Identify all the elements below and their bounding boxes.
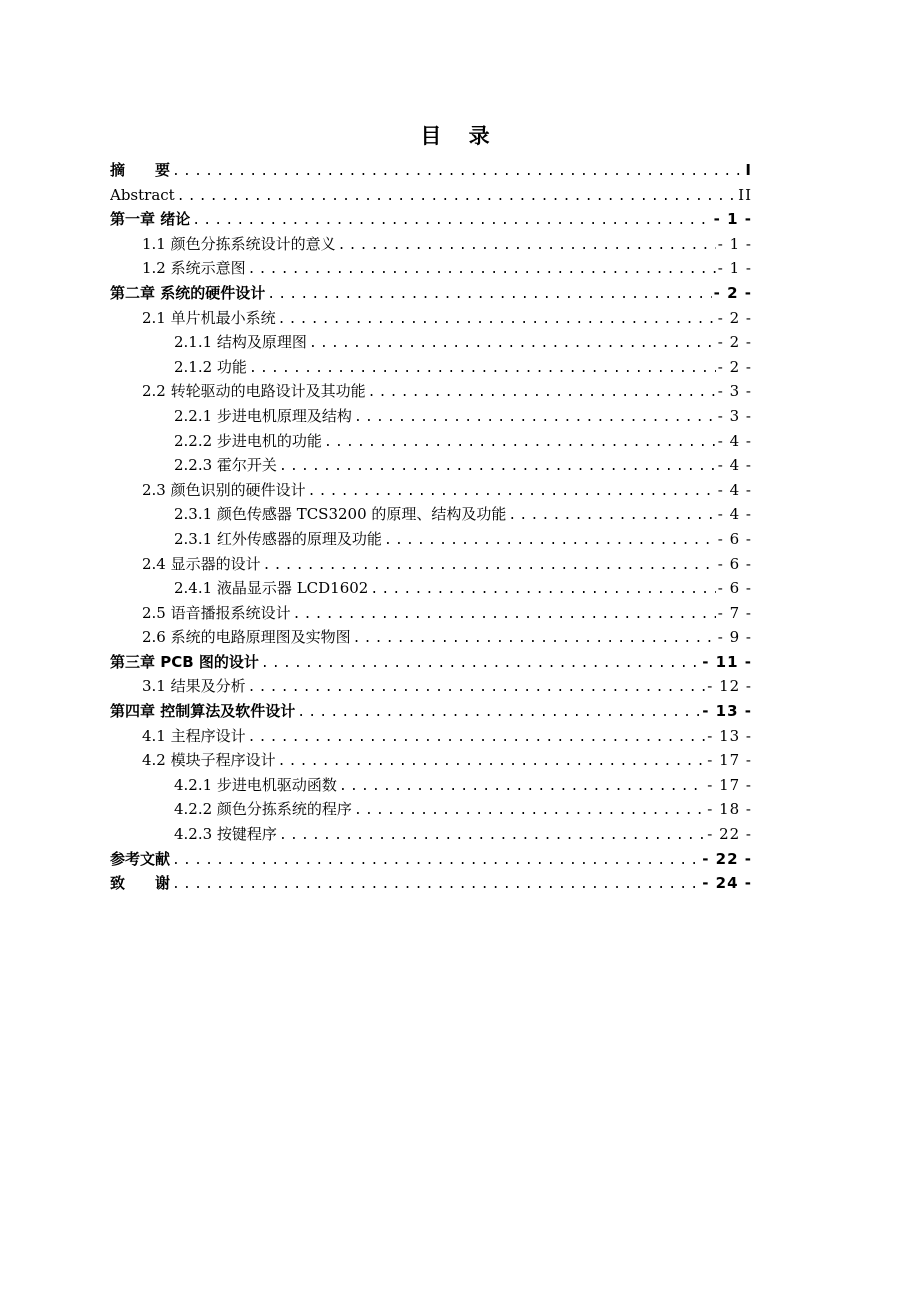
toc-entry-label: 4.1 主程序设计: [142, 726, 246, 745]
toc-section-entry[interactable]: [110, 576, 752, 601]
toc-section-entry[interactable]: [110, 330, 752, 355]
toc-page-number: - 1 -: [717, 234, 752, 253]
toc-entry-label: 摘 要: [110, 161, 171, 179]
toc-chapter-entry[interactable]: [110, 871, 752, 896]
toc-section-entry[interactable]: [110, 674, 752, 699]
toc-entry-label: 第四章 控制算法及软件设计: [110, 702, 296, 721]
toc-dot-leader: [248, 258, 716, 281]
toc-section-entry[interactable]: [110, 822, 752, 847]
toc-page-number: - 4 -: [717, 456, 752, 475]
toc-section-entry[interactable]: [110, 379, 752, 404]
toc-page-number: - 2 -: [717, 333, 752, 352]
toc-dot-leader: [384, 529, 716, 552]
toc-entry-label: 参考文献: [110, 849, 171, 868]
toc-section-entry[interactable]: [110, 601, 752, 626]
toc-entry-label: 4.2.2 颜色分拣系统的程序: [174, 800, 352, 819]
toc-section-entry[interactable]: [110, 478, 752, 503]
toc-dot-leader: [368, 381, 716, 404]
toc-entry-label: 2.5 语音播报系统设计: [142, 603, 291, 622]
toc-dot-leader: [249, 357, 716, 380]
toc-page-number: - 6 -: [717, 529, 752, 548]
toc-chapter-entry[interactable]: [110, 699, 752, 724]
toc-section-entry[interactable]: [110, 724, 752, 749]
toc-entry-label: 第二章 系统的硬件设计: [110, 283, 266, 302]
toc-dot-leader: [308, 480, 716, 503]
toc-page-number: - 2 -: [713, 283, 752, 302]
toc-page-number: - 9 -: [717, 628, 752, 647]
toc-page-number: - 2 -: [717, 308, 752, 327]
page-title: 目 录: [420, 124, 500, 148]
toc-section-entry[interactable]: [110, 429, 752, 454]
toc-page-number: - 4 -: [717, 480, 752, 499]
toc-page-number: - 17 -: [707, 775, 752, 794]
toc-dot-leader: [324, 431, 716, 454]
toc-entry-label: 2.3.1 红外传感器的原理及功能: [174, 529, 382, 548]
toc-chapter-entry[interactable]: [110, 207, 752, 232]
toc-page-number: - 22 -: [702, 849, 752, 868]
toc-page-number: - 22 -: [707, 825, 752, 844]
toc-dot-leader: [172, 873, 700, 896]
toc-entry-label: 2.2 转轮驱动的电路设计及其功能: [142, 382, 366, 401]
toc-entry-label: 2.1 单片机最小系统: [142, 308, 276, 327]
toc-section-entry[interactable]: [110, 232, 752, 257]
toc-entry-label: 第三章 PCB 图的设计: [110, 652, 259, 671]
toc-dot-leader: [192, 209, 711, 232]
toc-dot-leader: [267, 283, 711, 306]
toc-section-entry[interactable]: [110, 306, 752, 331]
toc-section-entry[interactable]: [110, 797, 752, 822]
toc-page-number: II: [738, 185, 752, 204]
toc-entry-label: 2.1.2 功能: [174, 357, 247, 376]
toc-section-entry[interactable]: [110, 355, 752, 380]
toc-page-number: - 1 -: [713, 210, 752, 229]
toc-dot-leader: [293, 603, 716, 626]
toc-page-number: - 1 -: [717, 259, 752, 278]
toc-chapter-entry[interactable]: [110, 847, 752, 872]
toc-chapter-entry[interactable]: [110, 650, 752, 675]
toc-entry-label: 致 谢: [110, 874, 171, 893]
toc-dot-leader: [279, 824, 705, 847]
toc-dot-leader: [338, 234, 716, 257]
toc-dot-leader: [370, 578, 715, 601]
toc-entry-label: Abstract: [110, 185, 175, 204]
toc-page-number: - 11 -: [702, 652, 752, 671]
toc-section-entry[interactable]: [110, 748, 752, 773]
toc-chapter-entry[interactable]: [110, 281, 752, 306]
toc-page-number: - 24 -: [702, 874, 752, 893]
toc-page-number: - 12 -: [707, 677, 752, 696]
toc-section-entry[interactable]: [110, 773, 752, 798]
toc-section-entry[interactable]: [110, 502, 752, 527]
toc-dot-leader: [248, 726, 706, 749]
toc-dot-leader: [353, 627, 716, 650]
toc-entry-label: 2.3.1 颜色传感器 TCS3200 的原理、结构及功能: [174, 505, 507, 524]
toc-entry-label: 4.2 模块子程序设计: [142, 751, 276, 770]
toc-dot-leader: [279, 455, 716, 478]
toc-dot-leader: [354, 799, 705, 822]
toc-section-entry[interactable]: [110, 625, 752, 650]
toc-entry-label: 1.1 颜色分拣系统设计的意义: [142, 234, 336, 253]
table-of-contents: [110, 158, 752, 896]
toc-entry-label: 4.2.3 按键程序: [174, 825, 277, 844]
toc-page-number: - 17 -: [707, 751, 752, 770]
toc-dot-leader: [248, 676, 706, 699]
toc-page-number: - 13 -: [707, 726, 752, 745]
toc-entry-label: 2.2.3 霍尔开关: [174, 456, 277, 475]
toc-page-number: - 13 -: [702, 702, 752, 721]
toc-dot-leader: [261, 652, 700, 675]
toc-page-number: - 4 -: [717, 505, 752, 524]
toc-entry-label: 3.1 结果及分析: [142, 677, 246, 696]
toc-dot-leader: [508, 504, 715, 527]
toc-page-number: - 4 -: [717, 431, 752, 450]
toc-page-number: I: [745, 161, 752, 179]
toc-page-number: - 3 -: [717, 382, 752, 401]
toc-page-number: - 6 -: [717, 554, 752, 573]
toc-page-number: - 18 -: [707, 800, 752, 819]
toc-page-number: - 2 -: [717, 357, 752, 376]
toc-entry-label: 第一章 绪论: [110, 210, 191, 229]
toc-page-number: - 7 -: [717, 603, 752, 622]
toc-dot-leader: [172, 160, 743, 183]
toc-dot-leader: [172, 849, 700, 872]
toc-dot-leader: [177, 185, 736, 208]
toc-section-entry[interactable]: [110, 256, 752, 281]
toc-entry-label: 2.2.2 步进电机的功能: [174, 431, 322, 450]
toc-dot-leader: [297, 701, 700, 724]
toc-dot-leader: [278, 750, 706, 773]
toc-entry-label: 1.2 系统示意图: [142, 259, 246, 278]
toc-entry-label: 2.3 颜色识别的硬件设计: [142, 480, 306, 499]
toc-section-entry[interactable]: [110, 527, 752, 552]
toc-entry-label: 4.2.1 步进电机驱动函数: [174, 775, 337, 794]
toc-page-number: - 3 -: [717, 406, 752, 425]
toc-entry-label: 2.2.1 步进电机原理及结构: [174, 406, 352, 425]
toc-chapter-entry[interactable]: [110, 158, 752, 183]
toc-dot-leader: [263, 554, 716, 577]
toc-section-entry[interactable]: [110, 404, 752, 429]
toc-dot-leader: [278, 308, 716, 331]
toc-entry-label: 2.4 显示器的设计: [142, 554, 261, 573]
toc-section-entry[interactable]: [110, 552, 752, 577]
toc-dot-leader: [339, 775, 705, 798]
toc-entry-label: 2.4.1 液晶显示器 LCD1602: [174, 579, 369, 598]
toc-section-entry[interactable]: [110, 453, 752, 478]
toc-entry-label: 2.1.1 结构及原理图: [174, 333, 307, 352]
toc-section-entry[interactable]: [110, 183, 752, 208]
toc-dot-leader: [309, 332, 716, 355]
toc-page-number: - 6 -: [717, 579, 752, 598]
toc-entry-label: 2.6 系统的电路原理图及实物图: [142, 628, 351, 647]
toc-dot-leader: [354, 406, 716, 429]
